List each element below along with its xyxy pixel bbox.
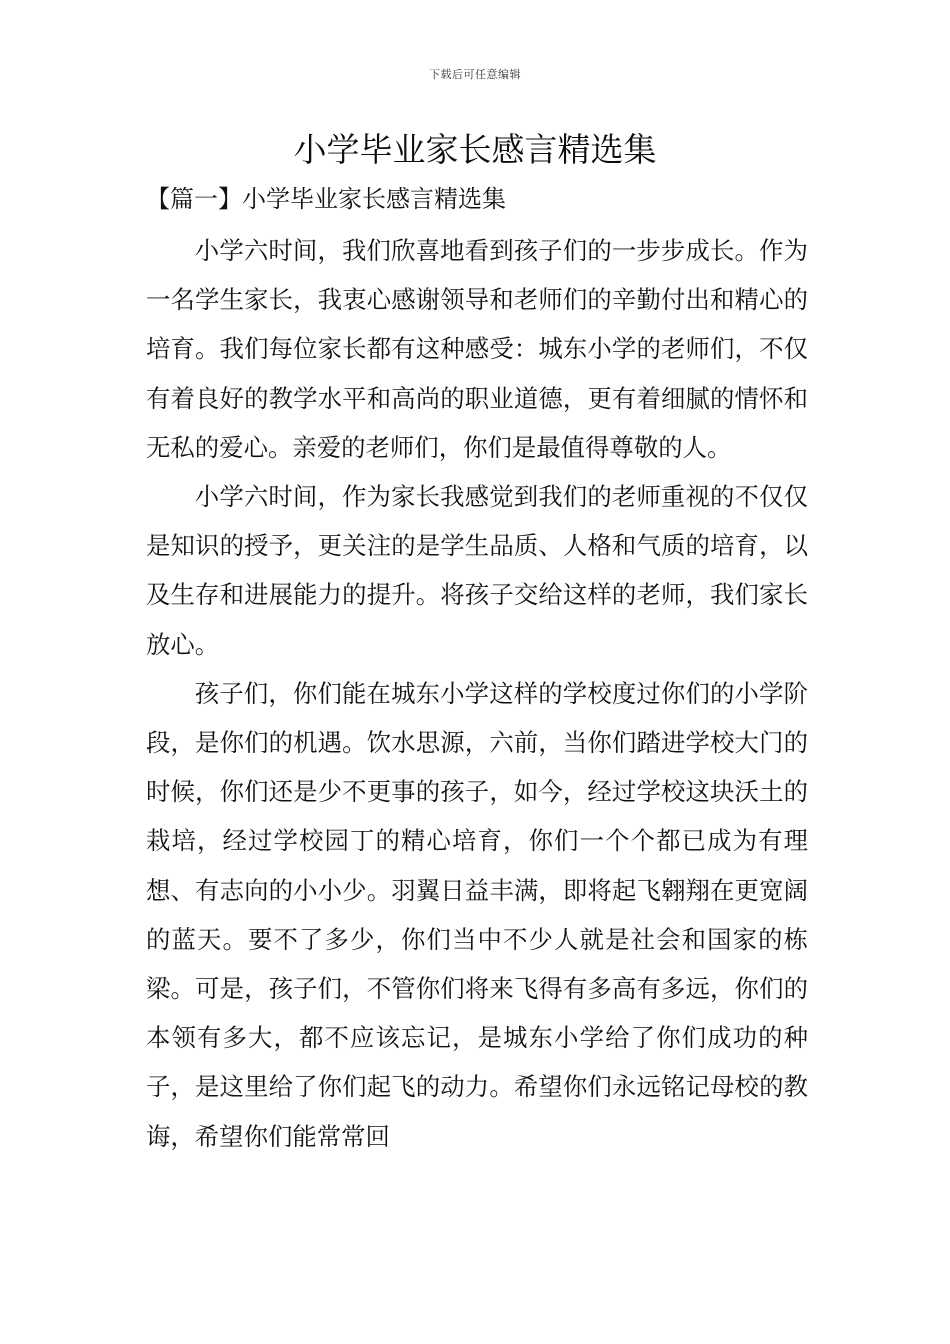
body-text — [146, 226, 808, 1161]
header-note: 下载后可任意编辑 — [429, 68, 521, 81]
paragraph-1: 小学六时间，我们欣喜地看到孩子们的一步步成长。作为一名学生家长，我衷心感谢领导和老师们的辛勤付出和精心的培育。我们每位家长都有这种感受：城东小学的老师们，不仅有着良好的教学水平和高尚的职业道德，更有着细腻的情怀和无私的爱心。亲爱的老师们，你们是最值得尊敬的人。 — [146, 236, 808, 462]
section-heading: 【篇一】小学毕业家长感言精选集 — [146, 185, 506, 213]
paragraph-2: 小学六时间，作为家长我感觉到我们的老师重视的不仅仅是知识的授予，更关注的是学生品质、人格和气质的培育，以及生存和进展能力的提升。将孩子交给这样的老师，我们家长放心。 — [146, 482, 808, 659]
document-title: 小学毕业家长感言精选集 — [293, 130, 657, 169]
paragraph-3: 孩子们，你们能在城东小学这样的学校度过你们的小学阶段，是你们的机遇。饮水思源，六前，当你们踏进学校大门的时候，你们还是少不更事的孩子，如今，经过学校这块沃土的栽培，经过学校园丁的精心培育，你们一个个都已成为有理想、有志向的小小少。羽翼日益丰满，即将起飞翱翔在更宽阔的蓝天。要不了多少，你们当中不少人就是社会和国家的栋梁。可是，孩子们，不管你们将来飞得有多高有多远，你们的本领有多大，都不应该忘记，是城东小学给了你们成功的种子，是这里给了你们起飞的动力。希望你们永远铭记母校的教诲，希望你们能常常回 — [146, 678, 808, 1151]
